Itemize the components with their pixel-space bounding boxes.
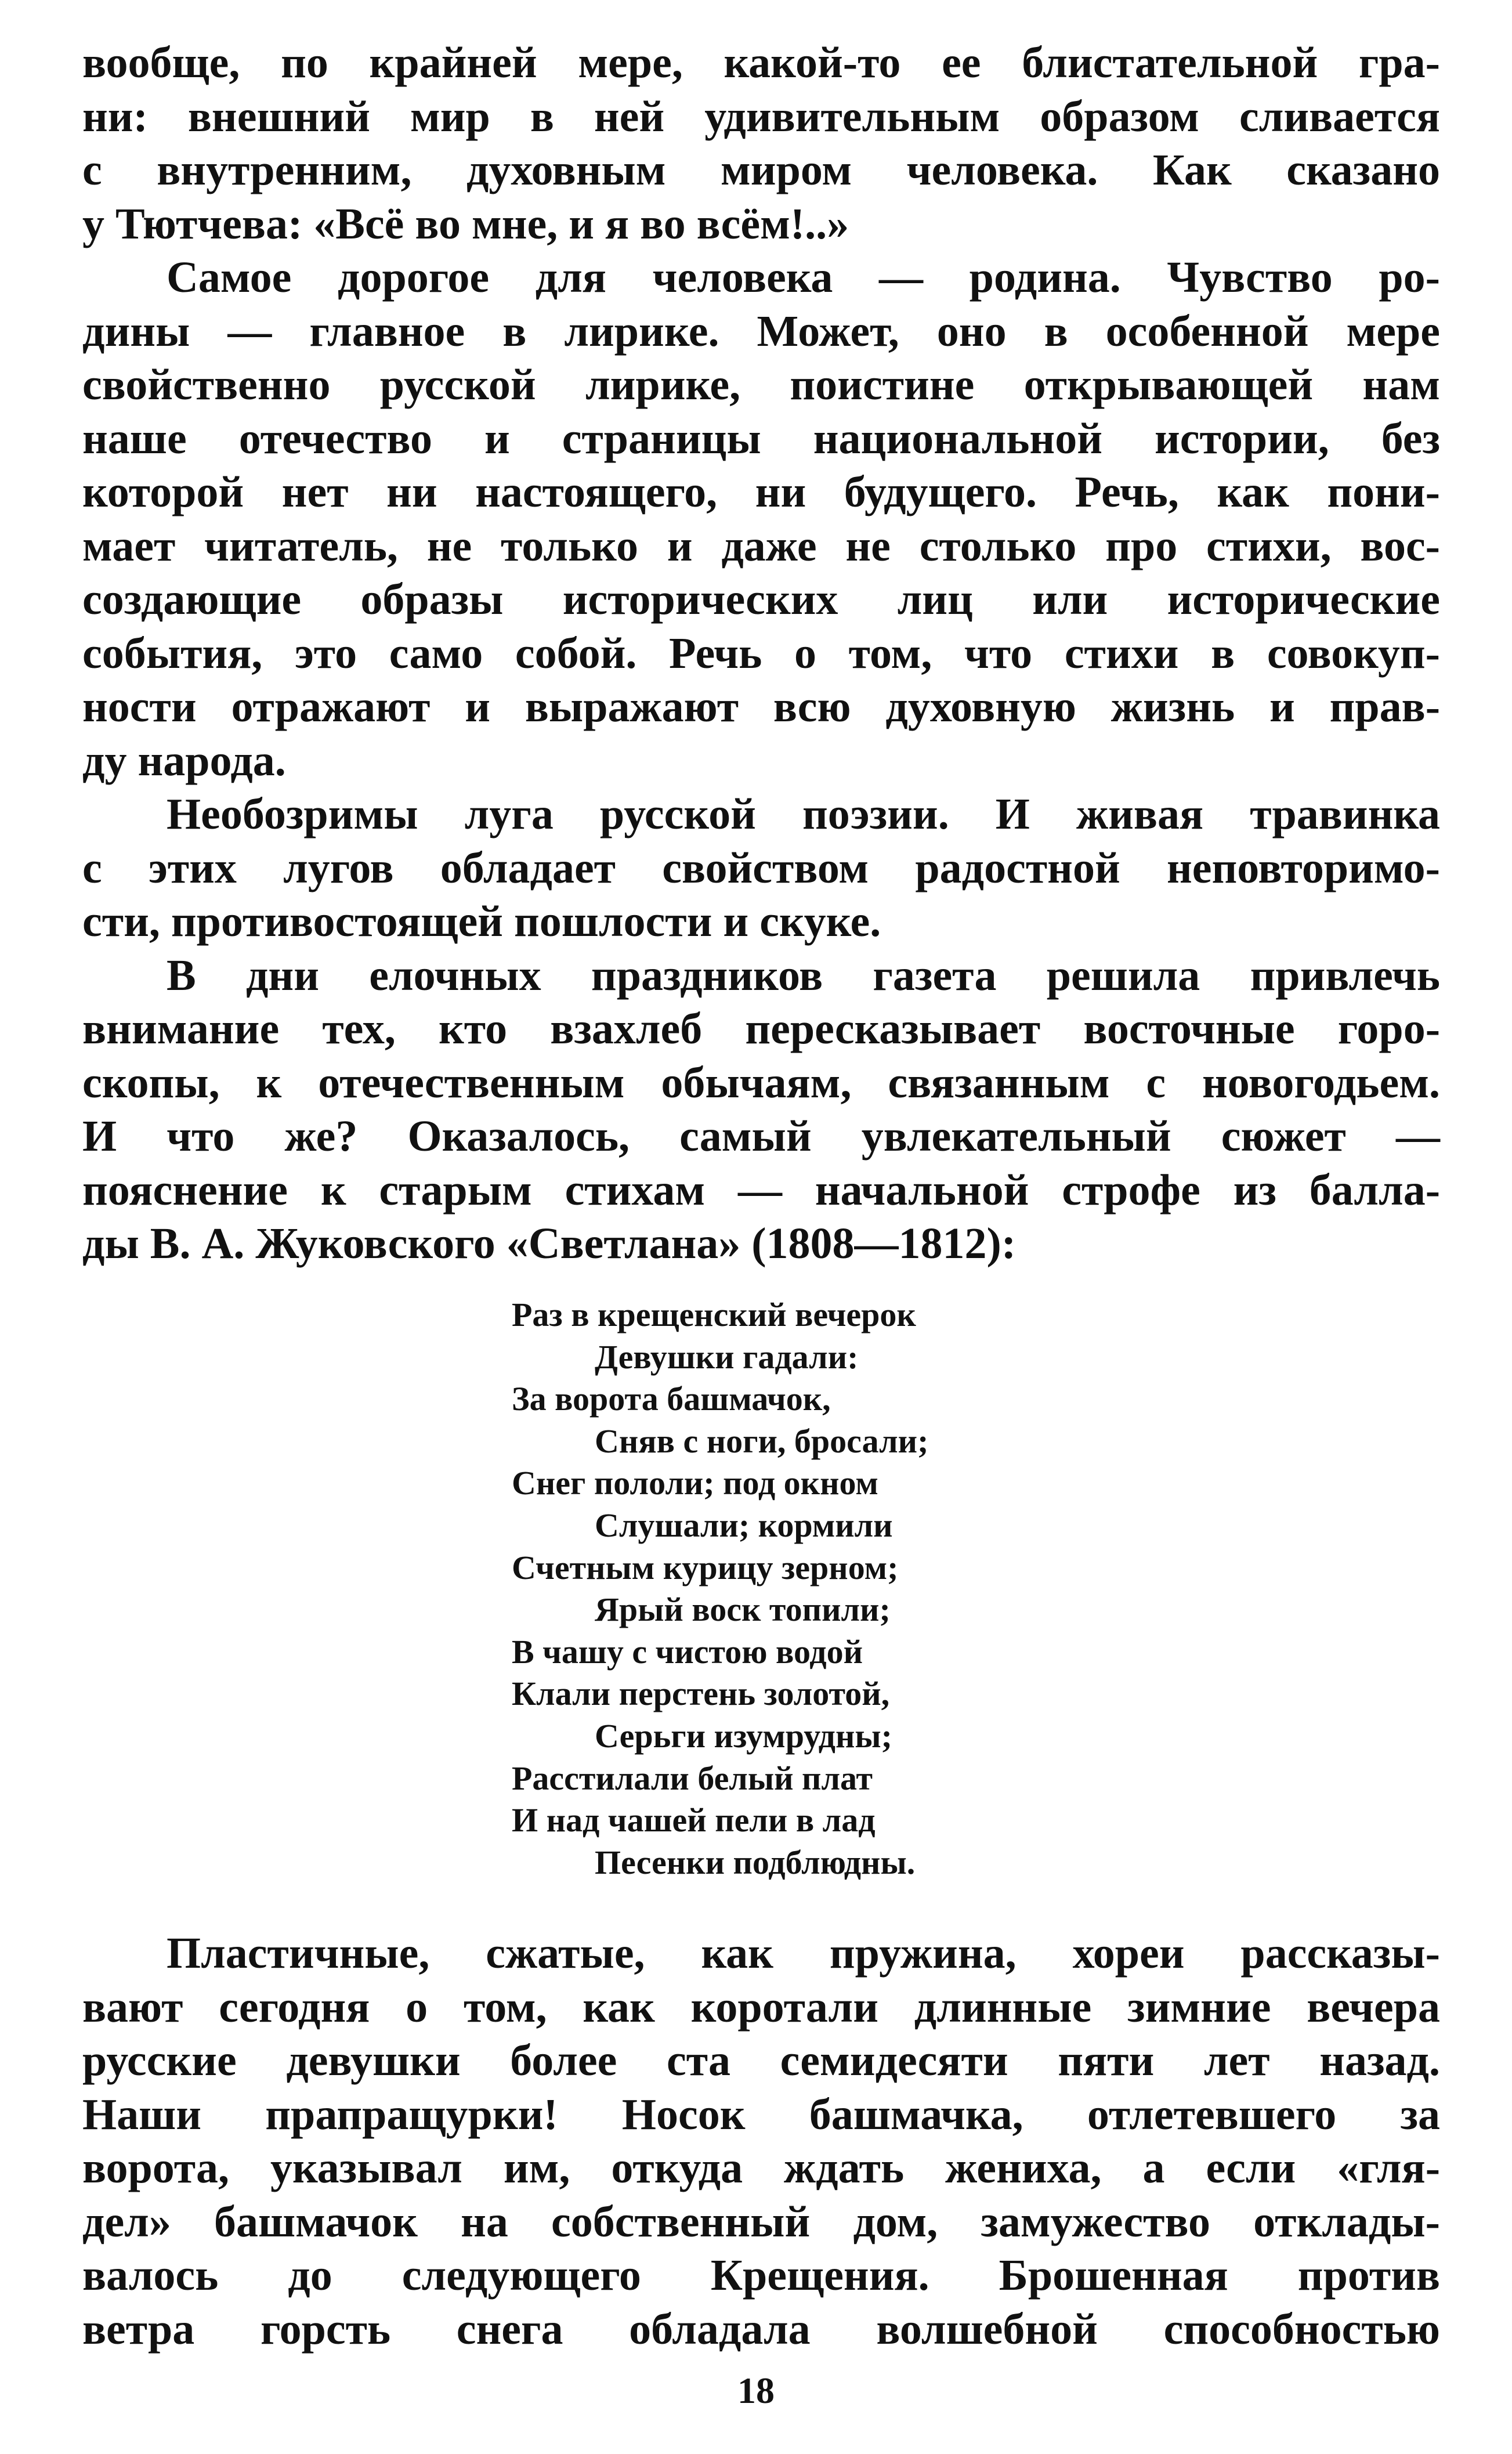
poem-verse: Песенки подблюдны. xyxy=(595,1843,916,1881)
poem-verse: Счетным курицу зерном; xyxy=(512,1548,899,1586)
text-line: скопы, к отечественным обычаям, связанным с новогодьем. xyxy=(82,1058,1440,1107)
text-line: создающие образы исторических лиц или исторические xyxy=(82,575,1440,624)
text-line: И что же? Оказалось, самый увлекательный сюжет — xyxy=(82,1112,1440,1161)
poem-verse: Снег пололи; под окном xyxy=(512,1464,878,1502)
text-line: мает читатель, не только и даже не столько про стихи, вос- xyxy=(82,521,1440,570)
text-line: валось до следующего Крещения. Брошенная против xyxy=(82,2251,1440,2300)
text-line: пояснение к старым стихам — начальной строфе из балла- xyxy=(82,1165,1440,1215)
text-line: дины — главное в лирике. Может, оно в особенной мере xyxy=(82,306,1440,356)
text-line: внимание тех, кто взахлеб пересказывает восточные горо- xyxy=(82,1004,1440,1053)
text-line: дел» башмачок на собственный дом, замужество отклады- xyxy=(82,2197,1440,2246)
text-line: с внутренним, духовным миром человека. Как сказано xyxy=(82,146,1440,194)
top-text-block xyxy=(82,36,1440,1271)
text-line: с этих лугов обладает свойством радостной неповторимо- xyxy=(82,843,1440,892)
text-line: события, это само собой. Речь о том, что стихи в совокуп- xyxy=(82,628,1440,678)
text-line: Наши прапращурки! Носок башмачка, отлетевшего за xyxy=(82,2090,1440,2139)
text-line: ды В. А. Жуковского «Светлана» (1808—1812): xyxy=(82,1219,1017,1268)
text-line: русские девушки более ста семидесяти пяти лет назад. xyxy=(82,2036,1440,2085)
text-line: ворота, указывал им, откуда ждать жениха, а если «гля- xyxy=(82,2144,1440,2192)
poem-verse: Расстилали белый плат xyxy=(512,1759,873,1797)
text-line: вообще, по крайней мере, какой-то ее блистательной гра- xyxy=(82,38,1440,87)
poem-verse: В чашу с чистою водой xyxy=(512,1632,863,1671)
poem-verse: Девушки гадали: xyxy=(595,1338,859,1376)
text-line: В дни елочных праздников газета решила привлечь xyxy=(167,950,1440,1000)
text-line: ности отражают и выражают всю духовную жизнь и прав- xyxy=(82,682,1440,731)
poem-verse: Ярый воск топили; xyxy=(595,1591,891,1629)
bottom-text-block xyxy=(82,1927,1440,2356)
page-number: 18 xyxy=(737,2370,775,2411)
text-line: вают сегодня о том, как коротали длинные зимние вечера xyxy=(82,1982,1440,2032)
text-line: Пластичные, сжатые, как пружина, хореи рассказы- xyxy=(167,1929,1440,1978)
poem-stanza xyxy=(512,1294,1034,1884)
text-line: Необозримы луга русской поэзии. И живая травинка xyxy=(167,790,1440,839)
text-line: которой нет ни настоящего, ни будущего. Речь, как пони- xyxy=(82,468,1440,516)
poem-verse: Слушали; кормили xyxy=(595,1506,893,1544)
text-line: Самое дорогое для человека — родина. Чувство ро- xyxy=(167,253,1440,302)
poem-verse: Серьги изумрудны; xyxy=(595,1716,892,1755)
poem-verse: Клали перстень золотой, xyxy=(512,1675,890,1713)
text-line: сти, противостоящей пошлости и скуке. xyxy=(82,897,881,946)
text-line: свойственно русской лирике, поистине открывающей нам xyxy=(82,360,1440,409)
poem-verse: Раз в крещенский вечерок xyxy=(512,1296,916,1333)
text-line: ни: внешний мир в ней удивительным образом сливается xyxy=(82,92,1440,141)
text-line: ду народа. xyxy=(82,736,286,785)
text-line: у Тютчева: «Всё во мне, и я во всём!..» xyxy=(82,199,849,248)
text-line: наше отечество и страницы национальной истории, без xyxy=(82,414,1440,463)
poem-verse: Сняв с ноги, бросали; xyxy=(595,1422,929,1460)
poem-verse: За ворота башмачок, xyxy=(512,1380,831,1418)
poem-verse: И над чашей пели в лад xyxy=(512,1801,876,1839)
text-line: ветра горсть снега обладала волшебной способностью xyxy=(82,2304,1440,2354)
